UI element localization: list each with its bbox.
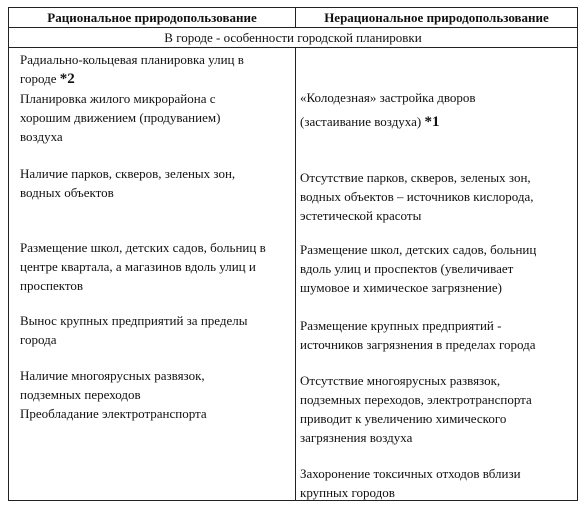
text-segment: городе [20, 71, 57, 86]
header-rational: Рациональное природопользование [47, 10, 257, 25]
text-line: Вынос крупных предприятий за пределы [20, 313, 248, 328]
right-item-toxic-waste [300, 464, 572, 502]
text-line: Размещение школ, детских садов, больниц в [20, 240, 266, 255]
footnote-mark: *1 [424, 114, 440, 130]
text-line: приводит к увеличению химического [300, 411, 507, 426]
text-line: подземных переходов [20, 387, 141, 402]
text-line: Планировка жилого микрорайона с [20, 91, 216, 106]
text-line: эстетической красоты [300, 208, 422, 223]
text-line: вдоль улиц и проспектов (увеличивает [300, 261, 514, 276]
text-line: подземных переходов, электротранспорта [300, 392, 532, 407]
text-line: Захоронение токсичных отходов вблизи [300, 466, 521, 481]
text-line: шумовое и химическое загрязнение) [300, 280, 502, 295]
text-line: загрязнения воздуха [300, 430, 413, 445]
right-item-enterprises-in-city [300, 316, 572, 354]
text-line: воздуха [20, 129, 63, 144]
text-line: Преобладание электротранспорта [20, 406, 207, 421]
text-line: Радиально-кольцевая планировка улиц в [20, 52, 244, 67]
text-line: водных объектов [20, 185, 114, 200]
text-line: крупных городов [300, 485, 395, 500]
text-line: источников загрязнения в пределах города [300, 337, 536, 352]
text-line: Отсутствие парков, скверов, зеленых зон, [300, 170, 531, 185]
text-line: Наличие парков, скверов, зеленых зон, [20, 166, 236, 181]
header-irrational: Нерациональное природопользование [324, 10, 549, 25]
comparison-table [8, 7, 578, 501]
text-line: проспектов [20, 278, 84, 293]
column-divider-body [295, 48, 296, 500]
left-item-transport [20, 366, 288, 423]
left-item-schools [20, 238, 288, 295]
text-line [300, 110, 572, 134]
right-item-no-parks [300, 168, 572, 225]
section-subheader [9, 28, 577, 48]
footnote-mark: *2 [59, 71, 75, 87]
text-line: центре квартала, а магазинов вдоль улиц и [20, 259, 256, 274]
text-line: города [20, 332, 57, 347]
column-divider-header [295, 8, 296, 27]
text-line: Размещение крупных предприятий - [300, 318, 502, 333]
text-line: Наличие многоярусных развязок, [20, 368, 205, 383]
right-item-well-courtyards [300, 86, 572, 134]
left-item-radial-layout [20, 50, 288, 146]
text-line: «Колодезная» застройка дворов [300, 90, 476, 105]
text-line: Отсутствие многоярусных развязок, [300, 373, 501, 388]
right-item-no-interchanges [300, 371, 572, 447]
left-item-enterprises [20, 311, 288, 349]
right-item-schools-along-streets [300, 240, 572, 297]
text-line: водных объектов – источников кислорода, [300, 189, 534, 204]
left-item-parks [20, 164, 288, 202]
subheader-text: В городе - особенности городской планировки [164, 30, 422, 45]
text-line: Размещение школ, детских садов, больниц [300, 242, 537, 257]
text-segment: (застаивание воздуха) [300, 114, 422, 129]
table-header-row [9, 8, 577, 28]
text-line [20, 69, 288, 89]
text-line: хорошим движением (продуванием) [20, 110, 221, 125]
